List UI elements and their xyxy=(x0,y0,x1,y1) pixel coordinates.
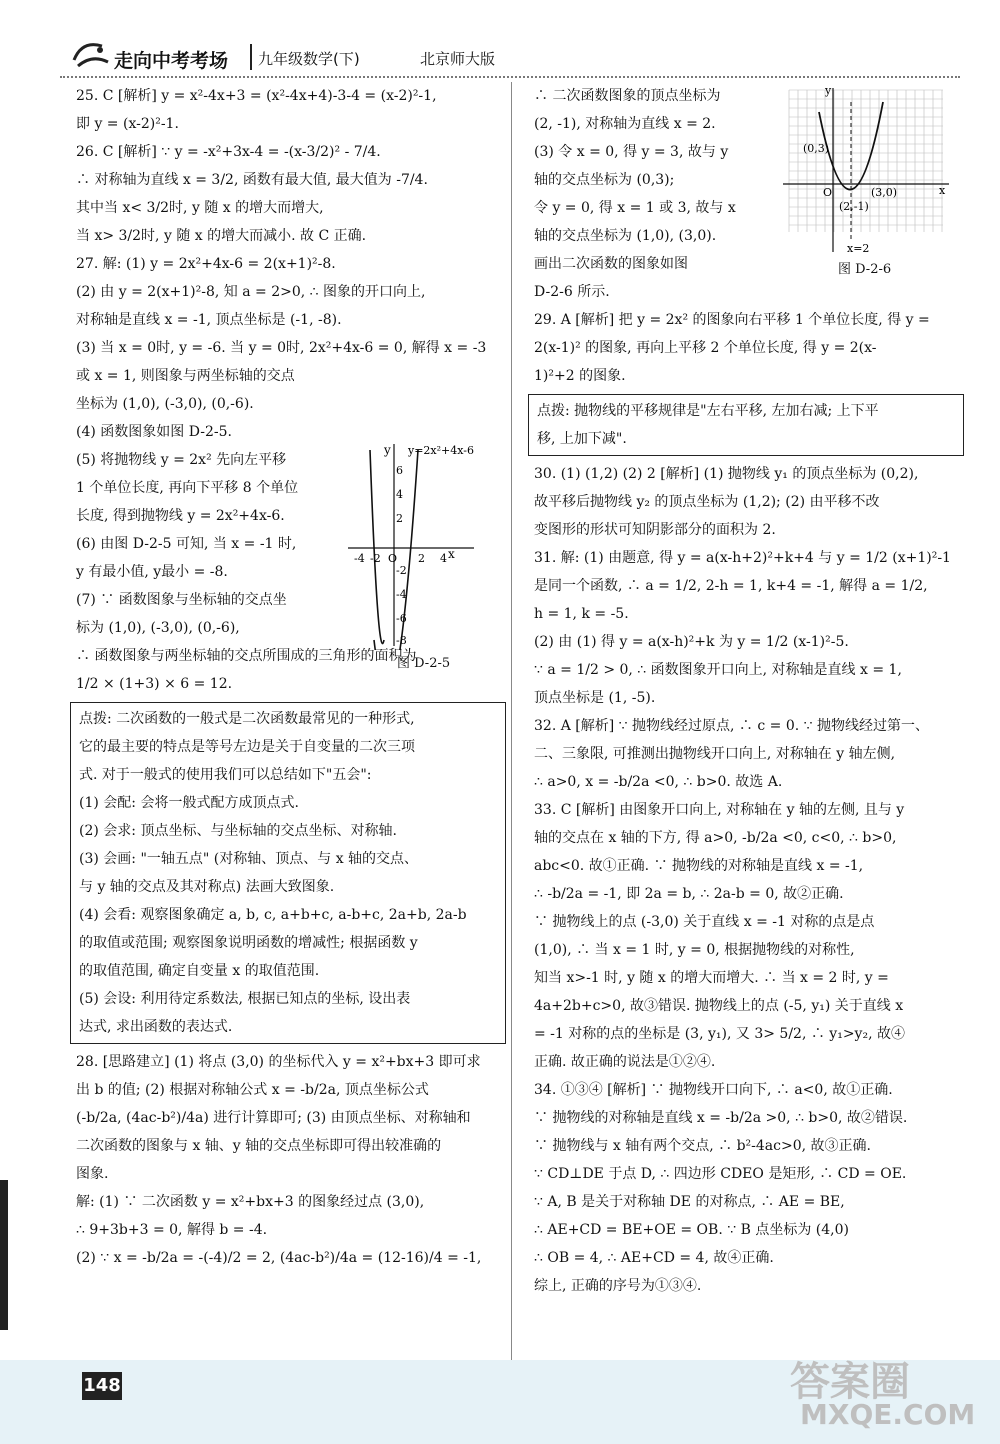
left-text-line: (3) 当 x = 0时, y = -6. 当 y = 0时, 2x²+4x-6 = 0, 解得 x = -3 xyxy=(76,340,487,356)
right-text-line: ∵ 抛物线与 x 轴有两个交点, ∴ b²-4ac>0, 故③正确. xyxy=(534,1138,871,1154)
tip1-text-line: 它的最主要的特点是等号左边是关于自变量的二次三项 xyxy=(79,739,415,755)
left-text-line: 当 x> 3/2时, y 随 x 的增大而减小. 故 C 正确. xyxy=(76,228,367,244)
left-text-line: 26. C [解析] ∵ y = -x²+3x-4 = -(x-3/2)² - 7/4. xyxy=(76,144,381,160)
tip1-text-line: (1) 会配: 会将一般式配方成顶点式. xyxy=(79,795,299,811)
left-text-line: 28. [思路建立] (1) 将点 (3,0) 的坐标代入 y = x²+bx+3 即可求 xyxy=(76,1054,481,1070)
right-text-line: D-2-6 所示. xyxy=(534,284,610,300)
graph1-x-tick: -2 xyxy=(370,552,381,565)
right-text-line: ∴ 二次函数图象的顶点坐标为 xyxy=(534,88,721,104)
right-text-line: 变图形的形状可知阴影部分的面积为 2. xyxy=(534,522,776,538)
right-text-line: ∵ a = 1/2 > 0, ∴ 函数图象开口向上, 对称轴是直线 x = 1, xyxy=(534,662,902,678)
right-text-line: (1,0), ∴ 当 x = 1 时, y = 0, 根据抛物线的对称性, xyxy=(534,942,855,958)
left-text-line: (6) 由图 D-2-5 可知, 当 x = -1 时, xyxy=(76,536,297,552)
right-text-line: 是同一个函数, ∴ a = 1/2, 2-h = 1, k+4 = -1, 解得 a = 1/2, xyxy=(534,578,928,594)
right-text-line: 轴的交点坐标为 (1,0), (3,0). xyxy=(534,228,717,244)
tip1-text-line: 点拨: 二次函数的一般式是二次函数最常见的一种形式, xyxy=(79,711,415,727)
parabola-left-branch xyxy=(370,450,384,644)
left-text-line: (2) ∵ x = -b/2a = -(-4)/2 = 2, (4ac-b²)/4a = (12-16)/4 = -1, xyxy=(76,1250,482,1266)
right-text-line: h = 1, k = -5. xyxy=(534,606,629,622)
graph2-label-origin: O xyxy=(823,186,833,199)
left-text-line: (7) ∵ 函数图象与坐标轴的交点坐 xyxy=(76,592,287,608)
watermark-url: MXQE.COM xyxy=(800,1398,976,1431)
graph1-caption: 图 D-2-5 xyxy=(397,656,451,671)
edition-label: 北京师大版 xyxy=(420,50,496,68)
watermark-logo: 答案圈 xyxy=(790,1359,910,1405)
graph1-y-tick: 6 xyxy=(396,464,403,477)
left-text-line: (2) 由 y = 2(x+1)²-8, 知 a = 2>0, ∴ 图象的开口向上, xyxy=(76,284,426,300)
left-column xyxy=(76,82,506,1272)
graph2-label-0-3: (0,3) xyxy=(803,142,830,155)
brand-title: 走向中考考场 xyxy=(114,50,229,72)
page-number: 148 xyxy=(82,1372,122,1400)
right-text-line: ∵ CD⊥DE 于点 D, ∴ 四边形 CDEO 是矩形, ∴ CD = OE. xyxy=(534,1166,907,1182)
left-text-line: 27. 解: (1) y = 2x²+4x-6 = 2(x+1)²-8. xyxy=(76,256,336,272)
tip1-text-line: (3) 会画: "一轴五点" (对称轴、顶点、与 x 轴的交点、 xyxy=(79,851,419,867)
right-text-line: 正确. 故正确的说法是①②④. xyxy=(534,1054,716,1070)
right-text-line: 2(x-1)² 的图象, 再向上平移 2 个单位长度, 得 y = 2(x- xyxy=(534,340,877,356)
right-text-line: 知当 x>-1 时, y 随 x 的增大而增大. ∴ 当 x = 2 时, y = xyxy=(534,970,889,986)
left-text-line: 或 x = 1, 则图象与两坐标轴的交点 xyxy=(76,368,295,384)
right-text-line: (3) 令 x = 0, 得 y = 3, 故与 y xyxy=(534,144,729,160)
left-text-line: 解: (1) ∵ 二次函数 y = x²+bx+3 的图象经过点 (3,0), xyxy=(76,1194,425,1210)
left-text-line: y 有最小值, y最小 = -8. xyxy=(76,564,228,580)
right-text-line: 故平移后抛物线 y₂ 的顶点坐标为 (1,2); (2) 由平移不改 xyxy=(534,494,880,510)
header-divider xyxy=(250,44,252,70)
right-text-line: = -1 对称的点的坐标是 (3, y₁), 又 3> 5/2, ∴ y₁>y₂, 故④ xyxy=(534,1026,905,1042)
right-text-line: 31. 解: (1) 由题意, 得 y = a(x-h+2)²+k+4 与 y = 1/2 (x+1)²-1 xyxy=(534,550,951,566)
tip2-text-line: 点拨: 抛物线的平移规律是"左右平移, 左加右减; 上下平 xyxy=(537,403,879,419)
column-divider xyxy=(511,82,512,1362)
right-text-line: ∴ a>0, x = -b/2a <0, ∴ b>0. 故选 A. xyxy=(534,774,783,790)
left-text-line: 其中当 x< 3/2时, y 随 x 的增大而增大, xyxy=(76,200,324,216)
left-text-line: 长度, 得到抛物线 y = 2x²+4x-6. xyxy=(76,508,285,524)
header-rule xyxy=(60,76,960,78)
graph2-label-x2: x=2 xyxy=(847,242,870,255)
graph1-function-label: y=2x²+4x-6 xyxy=(408,444,474,457)
graph-d-2-6 xyxy=(783,82,953,258)
tip1-text-line: 与 y 轴的交点及其对称点) 法画大致图象. xyxy=(79,879,335,895)
graph1-y-label: y xyxy=(384,443,391,457)
tip1-text-line: (4) 会看: 观察图象确定 a, b, c, a+b+c, a-b+c, 2a+b, 2a-b xyxy=(79,907,467,923)
left-text-line: 对称轴是直线 x = -1, 顶点坐标是 (-1, -8). xyxy=(76,312,342,328)
left-text-line: 25. C [解析] y = x²-4x+3 = (x²-4x+4)-3-4 = (x-2)²-1, xyxy=(76,88,437,104)
left-edge-bar xyxy=(0,1180,8,1330)
right-text-line: 30. (1) (1,2) (2) 2 [解析] (1) 抛物线 y₁ 的顶点坐标为 (0,2), xyxy=(534,466,919,482)
right-text-line: 轴的交点在 x 轴的下方, 得 a>0, -b/2a <0, c<0, ∴ b>0, xyxy=(534,830,897,846)
right-text-line: ∵ A, B 是关于对称轴 DE 的对称点, ∴ AE = BE, xyxy=(534,1194,845,1210)
tip1-text-line: 式. 对于一般式的使用我们可以总结如下"五会": xyxy=(79,767,372,783)
right-text-line: 轴的交点坐标为 (0,3); xyxy=(534,172,675,188)
graph1-y-tick: -2 xyxy=(396,564,407,577)
tip1-text-line: (2) 会求: 顶点坐标、与坐标轴的交点坐标、对称轴. xyxy=(79,823,397,839)
right-text-line: 画出二次函数的图象如图 xyxy=(534,256,688,272)
left-text-line: ∴ 对称轴为直线 x = 3/2, 函数有最大值, 最大值为 -7/4. xyxy=(76,172,428,188)
left-text-line: 出 b 的值; (2) 根据对称轴公式 x = -b/2a, 顶点坐标公式 xyxy=(76,1082,429,1098)
right-text-line: ∴ OB = 4, ∴ AE+CD = 4, 故④正确. xyxy=(534,1250,774,1266)
right-text-line: ∵ 抛物线上的点 (-3,0) 关于直线 x = -1 对称的点是点 xyxy=(534,914,875,930)
right-column xyxy=(534,82,964,1300)
graph1-x-tick: -4 xyxy=(354,552,365,565)
graph2-label-3-0: (3,0) xyxy=(871,186,898,199)
graph1-x-label: x xyxy=(448,547,455,561)
tip1-text-line: 的取值或范围; 观察图象说明函数的增减性; 根据函数 y xyxy=(79,935,418,951)
left-text-line: (-b/2a, (4ac-b²)/4a) 进行计算即可; (3) 由顶点坐标、对称轴和 xyxy=(76,1110,471,1126)
graph2-label-y: y xyxy=(825,84,832,97)
right-text-line: 令 y = 0, 得 x = 1 或 3, 故与 x xyxy=(534,200,736,216)
left-text-line: 坐标为 (1,0), (-3,0), (0,-6). xyxy=(76,396,254,412)
subject-label: 九年级数学(下) xyxy=(258,50,360,68)
right-text-line: (2) 由 (1) 得 y = a(x-h)²+k 为 y = 1/2 (x-1)²-5. xyxy=(534,634,849,650)
graph2-label-vertex: (2,-1) xyxy=(839,200,869,213)
right-text-line: 综上, 正确的序号为①③④. xyxy=(534,1278,702,1294)
left-text-line: 图象. xyxy=(76,1166,109,1182)
left-text-line: ∴ 函数图象与两坐标轴的交点所围成的三角形的面积为 xyxy=(76,648,417,664)
graph1-x-tick: 2 xyxy=(418,552,425,565)
right-text-line: ∴ AE+CD = BE+OE = OB. ∵ B 点坐标为 (4,0) xyxy=(534,1222,849,1238)
right-text-line: 29. A [解析] 把 y = 2x² 的图象向右平移 1 个单位长度, 得 y = xyxy=(534,312,930,328)
tip-box-1 xyxy=(70,702,506,1044)
right-text-line: (2, -1), 对称轴为直线 x = 2. xyxy=(534,116,716,132)
right-text-line: 二、三象限, 可推测出抛物线开口向上, 对称轴在 y 轴左侧, xyxy=(534,746,896,762)
tip1-text-line: (5) 会设: 利用待定系数法, 根据已知点的坐标, 设出表 xyxy=(79,991,411,1007)
right-text-line: ∵ 抛物线的对称轴是直线 x = -b/2a >0, ∴ b>0, 故②错误. xyxy=(534,1110,908,1126)
graph-d-2-5 xyxy=(348,440,478,650)
graph1-y-tick: 2 xyxy=(396,512,403,525)
right-text-line: abc<0. 故①正确. ∵ 抛物线的对称轴是直线 x = -1, xyxy=(534,858,864,874)
left-text-line: 1 个单位长度, 再向下平移 8 个单位 xyxy=(76,480,299,496)
left-text-line: (4) 函数图象如图 D-2-5. xyxy=(76,424,232,440)
brand-logo-icon xyxy=(70,38,112,74)
right-text-line: 34. ①③④ [解析] ∵ 抛物线开口向下, ∴ a<0, 故①正确. xyxy=(534,1082,893,1098)
graph1-y-tick: 4 xyxy=(396,488,403,501)
right-text-line: 顶点坐标是 (1, -5). xyxy=(534,690,656,706)
left-text-line: 即 y = (x-2)²-1. xyxy=(76,116,179,132)
graph2-caption: 图 D-2-6 xyxy=(838,262,892,277)
graph1-x-tick: O xyxy=(388,552,398,565)
graph1-y-tick: -6 xyxy=(396,612,407,625)
left-text-line: 1/2 × (1+3) × 6 = 12. xyxy=(76,676,233,692)
right-text-line: 1)²+2 的图象. xyxy=(534,368,626,384)
graph1-x-tick: 4 xyxy=(440,552,447,565)
right-text-line: 32. A [解析] ∵ 抛物线经过原点, ∴ c = 0. ∵ 抛物线经过第一、 xyxy=(534,718,929,734)
tip1-text-line: 达式, 求出函数的表达式. xyxy=(79,1019,233,1035)
left-text-line: 二次函数的图象与 x 轴、y 轴的交点坐标即可得出较准确的 xyxy=(76,1138,442,1154)
graph1-y-tick: -8 xyxy=(396,634,407,647)
left-text-line: (5) 将抛物线 y = 2x² 先向左平移 xyxy=(76,452,287,468)
tip1-text-line: 的取值范围, 确定自变量 x 的取值范围. xyxy=(79,963,320,979)
right-text-line: ∴ -b/2a = -1, 即 2a = b, ∴ 2a-b = 0, 故②正确. xyxy=(534,886,844,902)
graph1-y-tick: -4 xyxy=(396,588,407,601)
right-text-line: 33. C [解析] 由图象开口向上, 对称轴在 y 轴的左侧, 且与 y xyxy=(534,802,905,818)
tip-box-2 xyxy=(528,394,964,456)
left-text-line: ∴ 9+3b+3 = 0, 解得 b = -4. xyxy=(76,1222,268,1238)
left-text-line: 标为 (1,0), (-3,0), (0,-6), xyxy=(76,620,240,636)
page-header xyxy=(60,38,960,78)
graph2-label-x: x xyxy=(939,184,946,197)
tip2-text-line: 移, 上加下减". xyxy=(537,431,627,447)
right-text-line: 4a+2b+c>0, 故③错误. 抛物线上的点 (-5, y₁) 关于直线 x xyxy=(534,998,904,1014)
